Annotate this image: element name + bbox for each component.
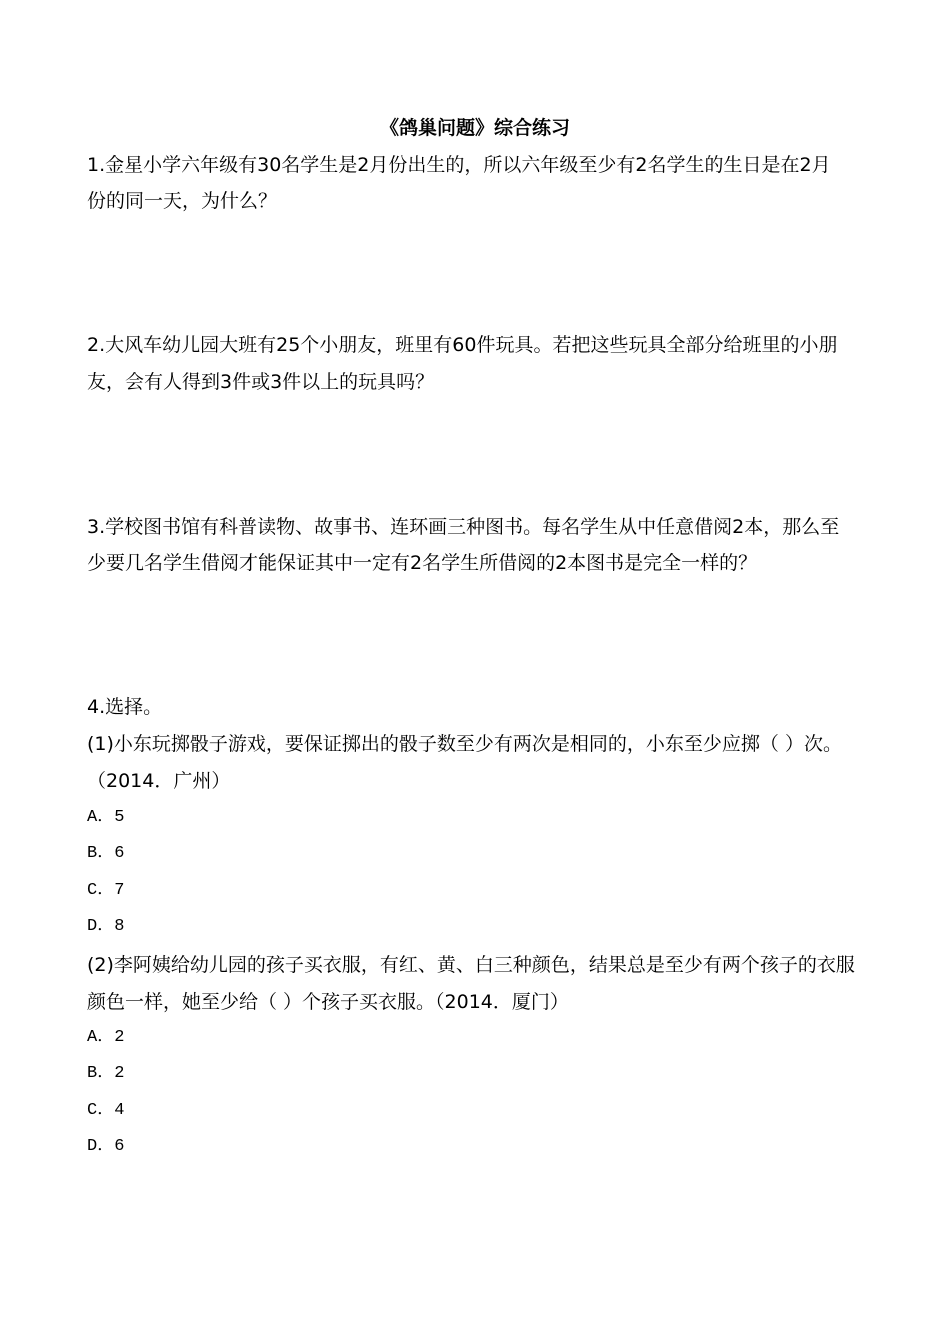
page-title: 《鸽巢问题》综合练习 xyxy=(379,117,570,139)
question-text: 份的同一天，为什么？ xyxy=(87,190,278,212)
sub-question-text: (1)小东玩掷骰子游戏，要保证掷出的骰子数至少有两次是相同的，小东至少应掷（ ）次。 xyxy=(87,733,842,755)
option-c: C．4 xyxy=(87,1101,125,1120)
sub-question-text: 颜色一样，她至少给（ ）个孩子买衣服。（2014．厦门） xyxy=(87,991,569,1013)
question-heading: 4.选择。 xyxy=(87,696,163,718)
question-text: 友，会有人得到3件或3件以上的玩具吗？ xyxy=(87,371,435,393)
question-text: 1.金星小学六年级有30名学生是2月份出生的，所以六年级至少有2名学生的生日是在2月 xyxy=(87,154,831,176)
option-b: B．6 xyxy=(87,844,125,863)
option-b: B．2 xyxy=(87,1064,125,1083)
option-c: C．7 xyxy=(87,881,125,900)
option-a: A．5 xyxy=(87,808,125,827)
sub-question-source: （2014．广州） xyxy=(87,770,231,792)
option-d: D．6 xyxy=(87,1137,125,1156)
question-text: 3.学校图书馆有科普读物、故事书、连环画三种图书。每名学生从中任意借阅2本，那么至 xyxy=(87,516,840,538)
sub-question-text: (2)李阿姨给幼儿园的孩子买衣服，有红、黄、白三种颜色，结果总是至少有两个孩子的衣服 xyxy=(87,954,855,976)
question-text: 2.大风车幼儿园大班有25个小朋友，班里有60件玩具。若把这些玩具全部分给班里的小朋 xyxy=(87,334,838,356)
option-a: A．2 xyxy=(87,1028,125,1047)
question-text: 少要几名学生借阅才能保证其中一定有2名学生所借阅的2本图书是完全一样的？ xyxy=(87,552,758,574)
option-d: D．8 xyxy=(87,917,125,936)
